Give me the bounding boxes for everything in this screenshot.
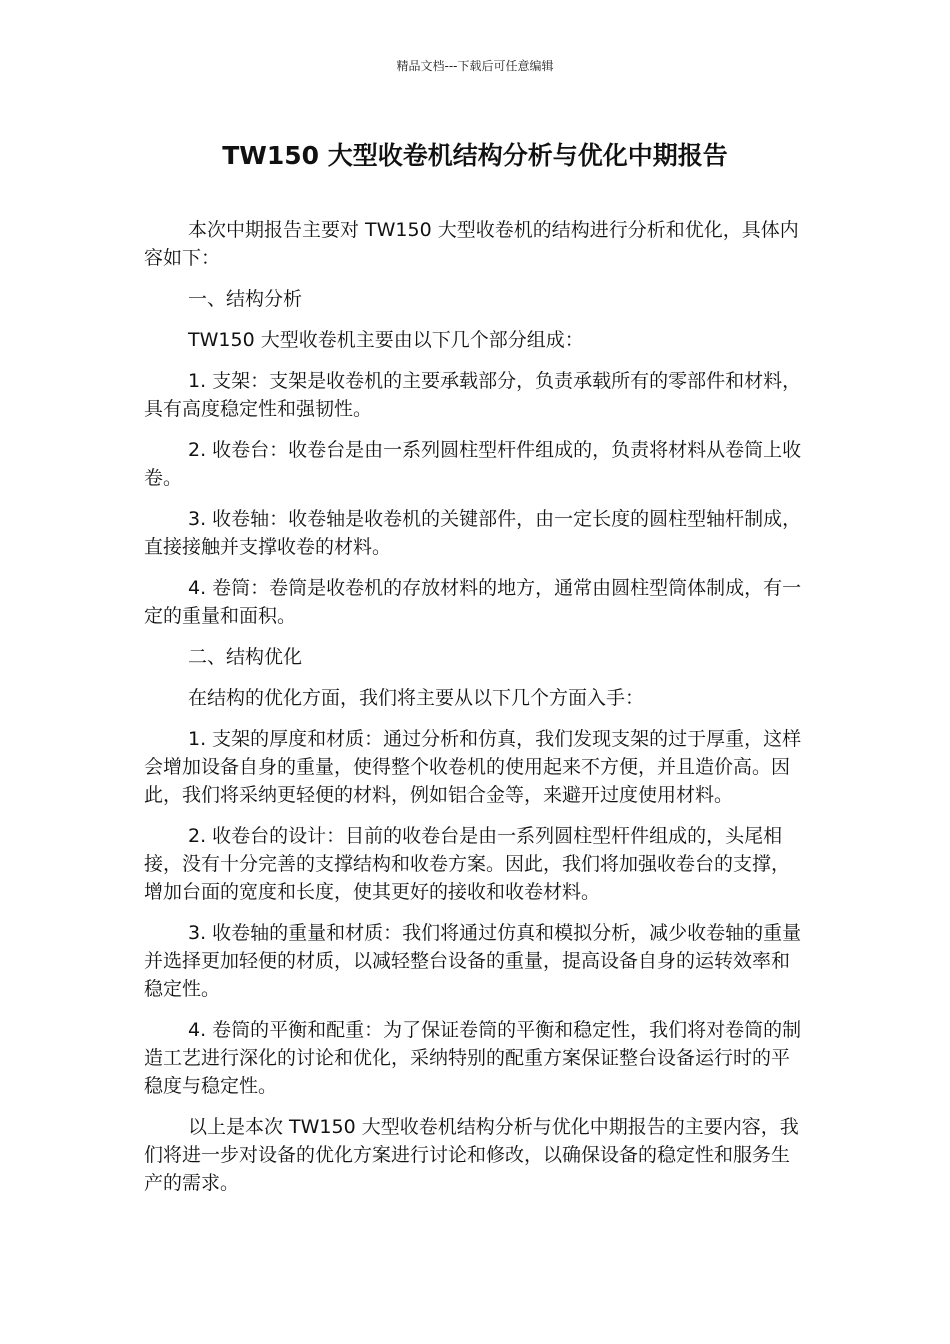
list-item: 4. 卷筒：卷筒是收卷机的存放材料的地方，通常由圆柱型筒体制成，有一定的重量和面积。 [144,577,802,627]
list-item: 1. 支架的厚度和材质：通过分析和仿真，我们发现支架的过于厚重，这样会增加设备自身的重量，使得整个收卷机的使用起来不方便，并且造价高。因此，我们将采纳更轻便的材料，例如铝合金等，来避开过度使用材料。 [144,728,802,806]
paragraph: TW150 大型收卷机主要由以下几个部分组成： [188,329,584,351]
section-heading: 一、结构分析 [188,288,303,310]
list-item: 2. 收卷台：收卷台是由一系列圆柱型杆件组成的，负责将材料从卷筒上收卷。 [144,439,802,489]
list-item: 2. 收卷台的设计：目前的收卷台是由一系列圆柱型杆件组成的，头尾相接，没有十分完善的支撑结构和收卷方案。因此，我们将加强收卷台的支撑，增加台面的宽度和长度，使其更好的接收和收卷材料。 [144,825,791,903]
paragraph: 本次中期报告主要对 TW150 大型收卷机的结构进行分析和优化，具体内容如下： [144,219,799,269]
paragraph: 在结构的优化方面，我们将主要从以下几个方面入手： [188,687,645,709]
section-heading: 二、结构优化 [188,646,303,668]
document-body [144,216,808,1210]
list-item: 3. 收卷轴：收卷轴是收卷机的关键部件，由一定长度的圆柱型轴杆制成，直接接触并支撑收卷的材料。 [144,508,802,558]
document-title: TW150 大型收卷机结构分析与优化中期报告 [222,141,728,170]
paragraph: 以上是本次 TW150 大型收卷机结构分析与优化中期报告的主要内容，我们将进一步对设备的优化方案进行讨论和修改，以确保设备的稳定性和服务生产的需求。 [144,1116,799,1194]
page-header: 精品文档---下载后可任意编辑 [396,59,554,73]
list-item: 4. 卷筒的平衡和配重：为了保证卷筒的平衡和稳定性，我们将对卷筒的制造工艺进行深化的讨论和优化，采纳特别的配重方案保证整台设备运行时的平稳度与稳定性。 [144,1019,802,1097]
list-item: 1. 支架：支架是收卷机的主要承载部分，负责承载所有的零部件和材料，具有高度稳定性和强韧性。 [144,370,802,420]
list-item: 3. 收卷轴的重量和材质：我们将通过仿真和模拟分析，减少收卷轴的重量并选择更加轻便的材质，以减轻整台设备的重量，提高设备自身的运转效率和稳定性。 [144,922,802,1000]
